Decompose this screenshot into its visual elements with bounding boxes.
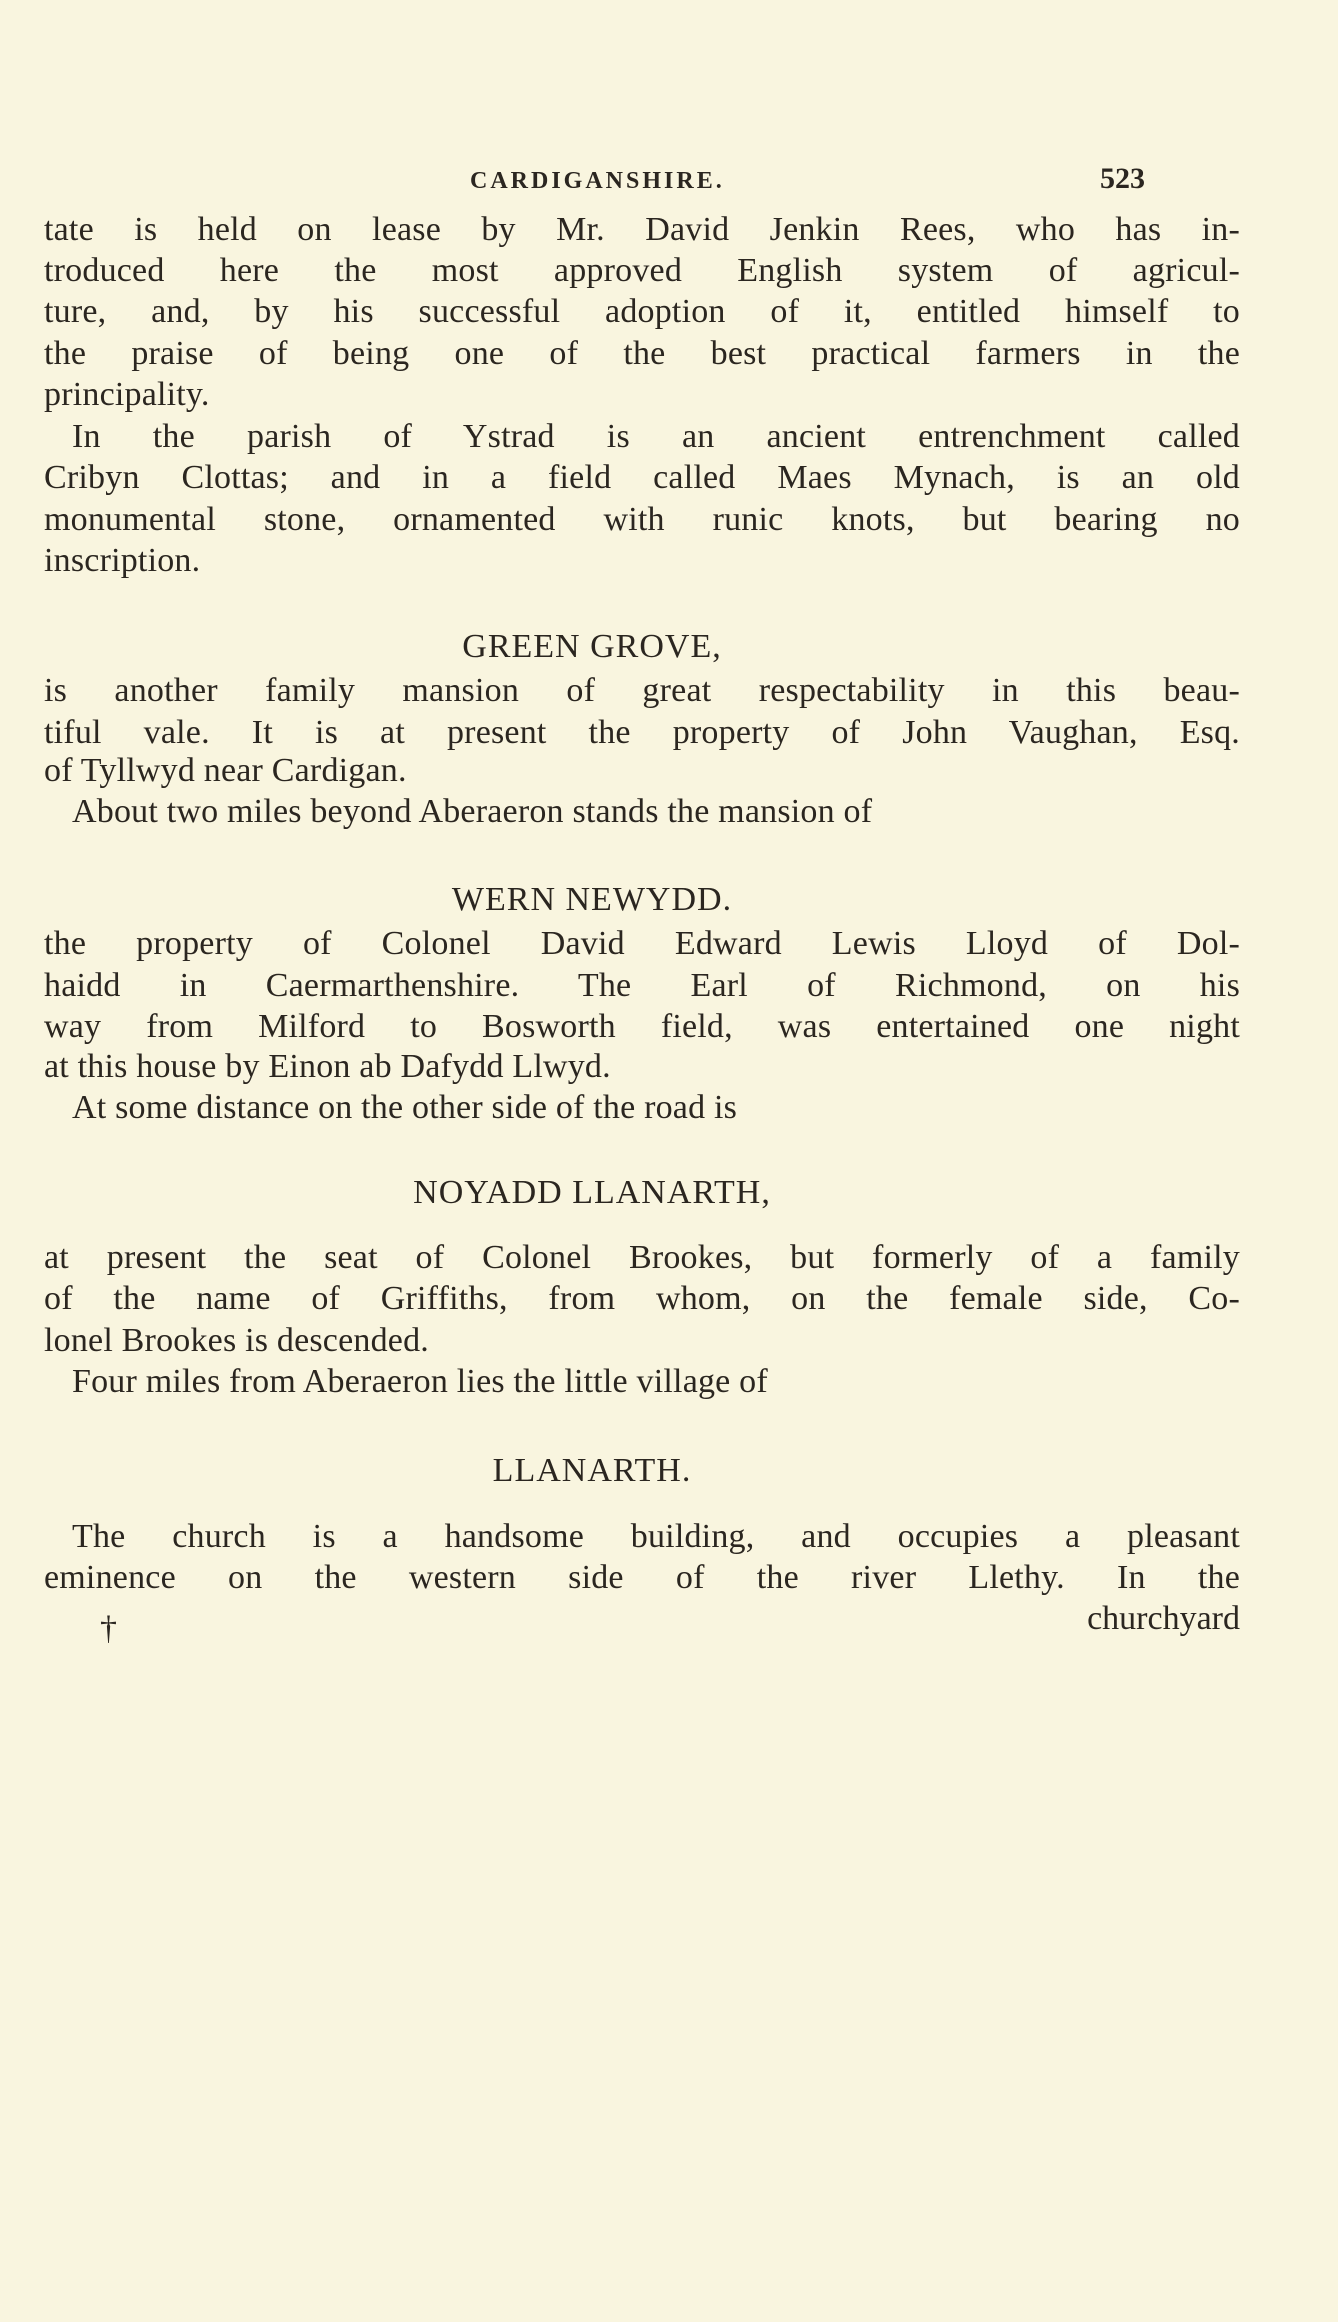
text-line: tiful vale. It is at present the property of John Vaughan, Esq. <box>44 714 1240 751</box>
text-line: the praise of being one of the best practical farmers in the <box>44 335 1240 372</box>
text-line: of the name of Griffiths, from whom, on the female side, Co- <box>44 1280 1240 1317</box>
text-line: principality. <box>44 376 210 413</box>
text-line: is another family mansion of great respectability in this beau- <box>44 672 1240 709</box>
text-line: The church is a handsome building, and occupies a pleasant <box>72 1518 1240 1555</box>
text-line: monumental stone, ornamented with runic knots, but bearing no <box>44 501 1240 538</box>
text-line: About two miles beyond Aberaeron stands the mansion of <box>72 793 873 830</box>
text-line: At some distance on the other side of the road is <box>72 1089 738 1126</box>
section-heading: GREEN GROVE, <box>462 628 722 665</box>
catchword: churchyard <box>1087 1600 1240 1637</box>
text-line: troduced here the most approved English system of agricul- <box>44 252 1240 289</box>
section-heading: LLANARTH. <box>492 1452 692 1489</box>
section-heading: NOYADD LLANARTH, <box>413 1174 771 1211</box>
page-number: 523 <box>1100 162 1145 195</box>
text-line: ture, and, by his successful adoption of it, entitled himself to <box>44 293 1240 330</box>
text-line: haidd in Caermarthenshire. The Earl of Richmond, on his <box>44 967 1240 1004</box>
text-line: Four miles from Aberaeron lies the little village of <box>72 1363 768 1400</box>
text-line: Cribyn Clottas; and in a field called Maes Mynach, is an old <box>44 459 1240 496</box>
text-line: tate is held on lease by Mr. David Jenkin Rees, who has in- <box>44 211 1240 248</box>
running-head: CARDIGANSHIRE. <box>470 168 725 194</box>
text-line: inscription. <box>44 542 201 579</box>
text-line: lonel Brookes is descended. <box>44 1322 429 1359</box>
text-line: eminence on the western side of the river Llethy. In the <box>44 1559 1240 1596</box>
text-line: at this house by Einon ab Dafydd Llwyd. <box>44 1048 611 1085</box>
text-line: In the parish of Ystrad is an ancient entrenchment called <box>72 418 1240 455</box>
text-line: at present the seat of Colonel Brookes, but formerly of a family <box>44 1239 1240 1276</box>
signature-mark: † <box>100 1610 117 1647</box>
text-line: the property of Colonel David Edward Lewis Lloyd of Dol- <box>44 925 1240 962</box>
text-line: way from Milford to Bosworth field, was entertained one night <box>44 1008 1240 1045</box>
text-line: of Tyllwyd near Cardigan. <box>44 752 407 789</box>
section-heading: WERN NEWYDD. <box>451 881 733 918</box>
